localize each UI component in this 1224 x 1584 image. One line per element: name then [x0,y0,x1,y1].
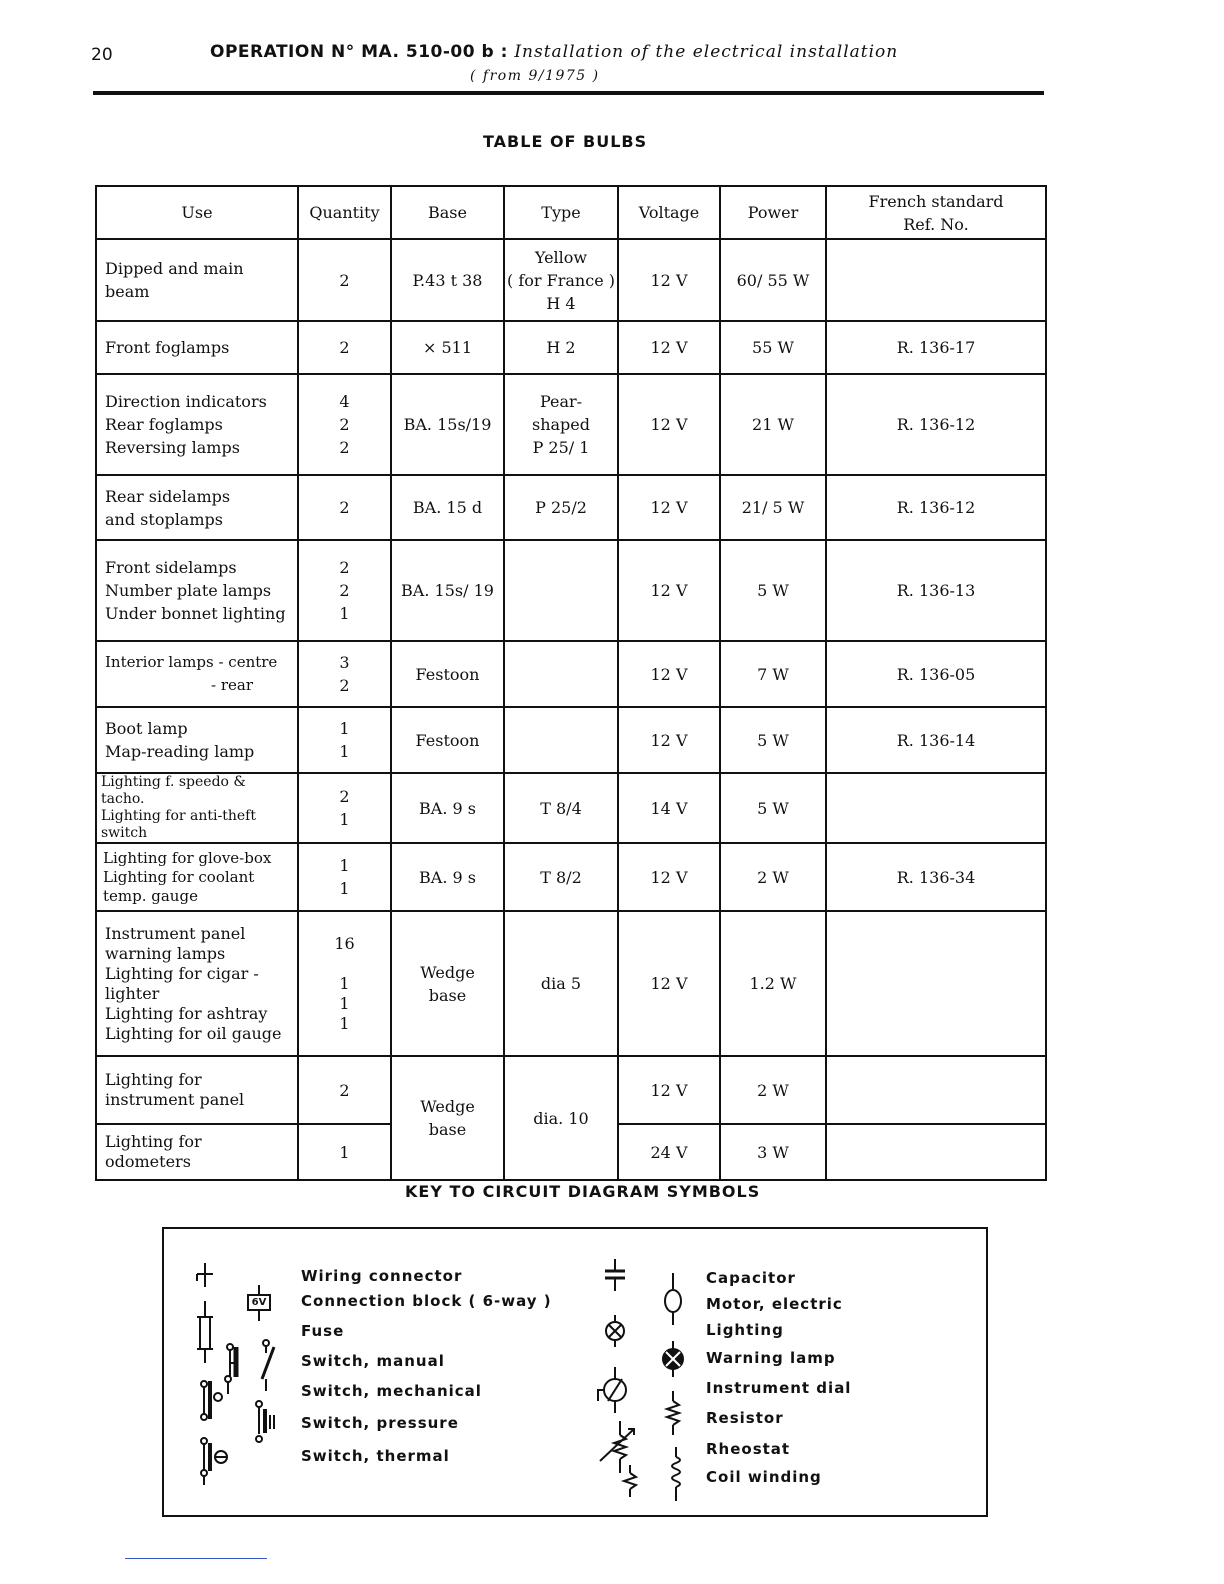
use-line: Lighting for ashtray [105,1003,268,1023]
type-cell: dia. 10 [504,1056,618,1180]
use-line: Reversing lamps [105,438,240,457]
ref-cell: R. 136-17 [826,321,1046,374]
key-label-right: Capacitor [706,1269,796,1287]
base-cell: × 511 [391,321,504,374]
use-line: Lighting for cigar - lighter [105,963,259,1003]
ref-cell: R. 136-34 [826,843,1046,911]
type-line: T 8/4 [540,798,582,818]
use-line: Lighting for instrument panel [105,1070,245,1109]
base-cell: P.43 t 38 [391,239,504,321]
voltage-cell: 12 V [618,374,720,475]
power-cell: 1.2 W [720,911,826,1056]
qty-value: 1 [339,742,350,761]
key-label-left: Fuse [301,1322,345,1340]
header-ref-line2: Ref. No. [903,214,969,234]
date-note: ( from 9/1975 ) [470,68,600,84]
power-cell: 3 W [720,1124,826,1180]
qty-value: 2 [339,558,350,577]
ref-cell: R. 136-13 [826,540,1046,641]
power-cell: 2 W [720,843,826,911]
table-row [96,641,1046,707]
fuse-icon [197,1301,213,1363]
switch-pressure-icon [256,1401,274,1442]
header-power: Power [720,186,826,239]
use-line: Boot lamp [105,719,188,738]
table-row [96,1056,1046,1124]
key-label-right: Rheostat [706,1440,791,1458]
voltage-cell: 12 V [618,1056,720,1124]
key-label-left: Switch, pressure [301,1414,459,1432]
voltage-cell: 24 V [618,1124,720,1180]
qty-value: 1 [339,993,350,1013]
switch-thermal-icon [201,1438,227,1485]
footer-line [125,1558,267,1559]
use-line: Number plate lamps [105,581,272,600]
header-base: Base [391,186,504,239]
type-line: dia 5 [540,974,582,993]
use-line: Lighting for oil gauge [105,1023,282,1043]
key-label-left: Switch, manual [301,1352,445,1370]
page-title [210,42,898,62]
switch-manual-icon [227,1340,274,1391]
voltage-cell: 12 V [618,321,720,374]
warning-lamp-icon [663,1341,683,1377]
ref-cell [826,1056,1046,1124]
use-line: Dipped and main beam [105,259,244,301]
qty-value: 2 [339,438,350,457]
header-voltage: Voltage [618,186,720,239]
power-cell: 5 W [720,773,826,843]
base-cell: Festoon [391,641,504,707]
resistor-icon [667,1391,679,1435]
key-label-left: Switch, mechanical [301,1382,482,1400]
use-line: Instrument panel warning lamps [105,923,246,963]
motor-icon [665,1273,681,1325]
key-label-right: Instrument dial [706,1379,852,1397]
voltage-cell: 12 V [618,707,720,773]
type-line: H 4 [546,293,576,313]
qty-value: 1 [339,856,350,875]
qty-value: 2 [339,1080,350,1100]
qty-value: 2 [339,581,350,600]
header-quantity: Quantity [298,186,391,239]
header-ref-line1: French standard [868,191,1004,211]
ref-cell: R. 136-05 [826,641,1046,707]
key-label-right: Resistor [706,1409,784,1427]
qty-value: 1 [339,879,350,898]
qty-value: 1 [339,1142,350,1162]
ref-cell [826,239,1046,321]
power-cell: 21/ 5 W [720,475,826,540]
power-cell: 7 W [720,641,826,707]
ref-cell [826,773,1046,843]
qty-value: 1 [339,973,350,993]
qty-value: 16 [334,933,355,953]
key-title: KEY TO CIRCUIT DIAGRAM SYMBOLS [405,1182,761,1201]
header-type: Type [504,186,618,239]
voltage-cell: 12 V [618,843,720,911]
ref-cell [826,911,1046,1056]
use-line: Lighting for anti-theft switch [101,808,256,841]
voltage-cell: 12 V [618,641,720,707]
power-cell: 2 W [720,1056,826,1124]
base-cell: BA. 15 d [391,475,504,540]
type-line: P 25/2 [535,498,587,517]
table-row [96,239,1046,321]
type-line: T 8/2 [540,867,582,887]
base-cell: BA. 9 s [391,843,504,911]
table-row [96,540,1046,641]
qty-value: 4 [339,392,350,411]
coil-winding-icon [624,1447,680,1501]
table-row [96,475,1046,540]
voltage-cell: 12 V [618,239,720,321]
instrument-dial-icon [598,1367,626,1413]
rheostat-icon [600,1421,634,1473]
voltage-cell: 12 V [618,911,720,1056]
key-box [162,1227,988,1517]
header-use: Use [96,186,298,239]
use-line: Under bonnet lighting [105,604,286,623]
use-line: - rear [211,676,253,694]
key-label-right: Warning lamp [706,1349,836,1367]
power-cell: 5 W [720,707,826,773]
qty-value: 1 [339,1013,350,1033]
key-label-right: Motor, electric [706,1295,843,1313]
key-label-left: Switch, thermal [301,1447,450,1465]
qty-value: 2 [339,338,350,357]
use-line: Interior lamps - centre [105,653,278,671]
base-cell: BA. 15s/19 [391,374,504,475]
ref-cell [826,1124,1046,1180]
power-cell: 55 W [720,321,826,374]
type-line: ( for France ) [507,270,615,290]
use-line: and stoplamps [105,509,223,529]
type-line: Pear-shaped [531,392,590,434]
qty-value: 2 [339,415,350,434]
qty-value: 2 [339,787,350,806]
key-label-left: Wiring connector [301,1267,463,1285]
table-row [96,707,1046,773]
voltage-cell: 12 V [618,475,720,540]
operation-code: OPERATION N° MA. 510-00 b : [210,42,508,62]
use-line: Rear sidelamps [105,486,231,506]
qty-value: 2 [339,270,350,290]
header-ref [826,186,1046,239]
use-line: Front sidelamps [105,558,237,577]
base-cell: Festoon [391,707,504,773]
capacitor-icon [605,1259,625,1291]
base-cell: Wedge base [391,1056,504,1180]
qty-value: 2 [339,498,350,517]
use-line: Lighting for odometers [105,1132,202,1171]
power-cell: 21 W [720,374,826,475]
qty-value: 2 [339,676,350,695]
wiring-connector-icon [197,1263,213,1287]
header-row [96,186,1046,239]
ref-cell: R. 136-12 [826,475,1046,540]
base-cell: Wedge base [391,911,504,1056]
bulbs-table [95,185,1047,1181]
key-symbols [164,1229,986,1515]
table-row [96,911,1046,1056]
qty-value: 1 [339,604,350,623]
key-label-left: Connection block ( 6-way ) [301,1292,552,1310]
ref-cell: R. 136-12 [826,374,1046,475]
key-label-right: Coil winding [706,1468,822,1486]
use-line: Lighting for glove-box [103,848,272,867]
connection-block-label: 6V [251,1297,267,1308]
switch-mechanical-icon [201,1376,231,1420]
table-row [96,843,1046,911]
type-line: H 2 [546,338,576,357]
use-line: Lighting f. speedo & tacho. [101,774,246,807]
use-line: Direction indicators [105,392,267,411]
key-label-right: Lighting [706,1321,784,1339]
table-row [96,773,1046,843]
table-row [96,374,1046,475]
type-line: Yellow [534,247,588,267]
page-number: 20 [91,45,113,65]
type-line: P 25/ 1 [532,438,590,457]
qty-value: 1 [339,810,350,829]
qty-value: 1 [339,719,350,738]
use-line: Lighting for coolant temp. gauge [103,867,255,905]
ref-cell: R. 136-14 [826,707,1046,773]
voltage-cell: 12 V [618,540,720,641]
table-title: TABLE OF BULBS [483,132,648,151]
use-line: Rear foglamps [105,415,223,434]
base-cell: BA. 9 s [391,773,504,843]
operation-subject: Installation of the electrical installation [514,42,899,62]
use-line: Map-reading lamp [105,742,255,761]
table-row [96,321,1046,374]
use-line: Front foglamps [105,338,230,357]
header-rule [93,91,1044,95]
qty-value: 3 [339,653,350,672]
base-cell: BA. 15s/ 19 [391,540,504,641]
voltage-cell: 14 V [618,773,720,843]
lighting-icon [606,1315,624,1347]
power-cell: 5 W [720,540,826,641]
power-cell: 60/ 55 W [720,239,826,321]
